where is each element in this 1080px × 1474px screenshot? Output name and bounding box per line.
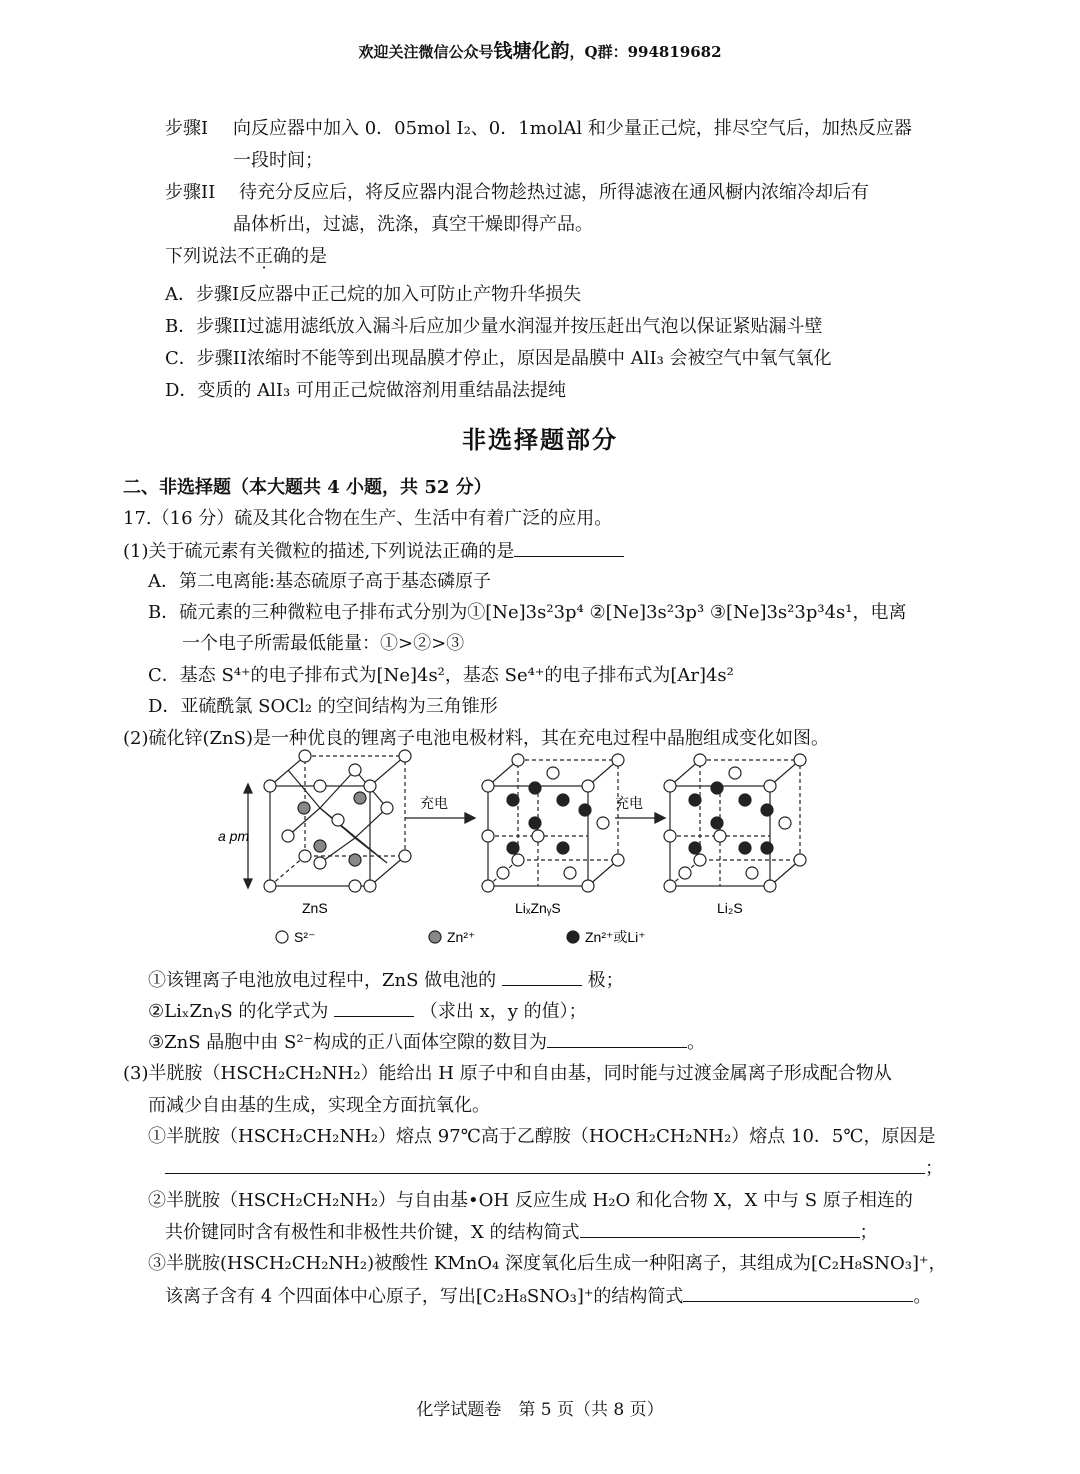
q17-2-3 (148, 1029, 705, 1056)
part2-title: 二、非选择题（本大题共 4 小题，共 52 分） (123, 477, 492, 498)
answer-blank-1[interactable] (514, 538, 624, 557)
q17-3-2-end: ； (859, 1222, 878, 1243)
q17-2-2 (148, 998, 587, 1025)
q17-1-b-line1: B．硫元素的三种微粒电子排布式分别为①[Ne]3s²3p⁴ ②[Ne]3s²3p³ ③[Ne]3s²3p³4s¹，电离 (148, 602, 907, 623)
q17-part1 (123, 538, 624, 565)
caption-zns: ZnS (302, 900, 328, 916)
question-pre: 下列说法 (165, 246, 237, 267)
page-header (0, 36, 1080, 63)
answer-blank-4[interactable] (547, 1029, 687, 1048)
header-brand: 钱塘化韵 (493, 40, 570, 62)
q17-3-3-text: 该离子含有 4 个四面体中心原子，写出[C₂H₈SNO₃]⁺的结构简式 (165, 1286, 684, 1307)
answer-blank-6[interactable] (580, 1219, 860, 1238)
q17-2-1 (148, 967, 624, 994)
q17-part2: (2)硫化锌(ZnS)是一种优良的锂离子电池电极材料，其在充电过程中晶胞组成变化如图。 (123, 728, 829, 749)
step1-text-b: 一段时间； (233, 150, 323, 171)
legend-znli-marker (567, 931, 579, 943)
q17-2-3-end: 。 (687, 1032, 706, 1053)
q17-3-2-text: 共价键同时含有极性和非极性共价键，X 的结构简式 (165, 1222, 580, 1243)
dimension-label: a pm (218, 828, 250, 844)
zns-atoms (264, 750, 411, 892)
answer-blank-3[interactable] (334, 998, 414, 1017)
arrow-1 (405, 813, 475, 823)
option-b: B．步骤II过滤用滤纸放入漏斗后应加少量水润湿并按压赶出气泡以保证紧贴漏斗壁 (165, 316, 823, 337)
lixznys-atoms (482, 754, 624, 892)
q17-part1-text: (1)关于硫元素有关微粒的描述,下列说法正确的是 (123, 541, 515, 562)
q17-3-1: ①半胱胺（HSCH₂CH₂NH₂）熔点 97℃高于乙醇胺（HOCH₂CH₂NH₂）熔点 10．5℃，原因是 (148, 1126, 936, 1147)
step1-label: 步骤I (165, 118, 209, 139)
q17-2-2-end: （求出 x，y 的值）； (419, 1001, 587, 1022)
option-d: D．变质的 AlI₃ 可用正己烷做溶剂用重结晶法提纯 (165, 380, 566, 401)
step2-text-a: 待充分反应后，将反应器内混合物趁热过滤，所得滤液在通风橱内浓缩冷却后有 (239, 182, 869, 203)
q17-3-3-line2 (165, 1283, 931, 1310)
option-c: C．步骤II浓缩时不能等到出现晶膜才停止，原因是晶膜中 AlI₃ 会被空气中氧气氧化 (165, 348, 832, 369)
q17-1-b-line2: 一个电子所需最低能量：①>②>③ (182, 633, 465, 654)
page-footer: 化学试题卷 第 5 页（共 8 页） (416, 1400, 664, 1420)
legend-s-marker (276, 931, 288, 943)
caption-li2s: Li₂S (717, 900, 743, 916)
q17-2-3-text: ③ZnS 晶胞中由 S²⁻构成的正八面体空隙的数目为 (148, 1032, 548, 1053)
q17-2-2-text: ②LiₓZnᵧS 的化学式为 (148, 1001, 329, 1022)
q17-1-a: A．第二电离能:基态硫原子高于基态磷原子 (148, 571, 492, 592)
crystal-cell-figure (218, 748, 810, 953)
q17-3-2-line1: ②半胱胺（HSCH₂CH₂NH₂）与自由基•OH 反应生成 H₂O 和化合物 X，X 中与 S 原子相连的 (148, 1190, 913, 1211)
q17-3-line2: 而减少自由基的生成，实现全方面抗氧化。 (148, 1095, 490, 1116)
question-post: 的是 (291, 246, 327, 267)
legend-zn-label: Zn²⁺ (447, 929, 476, 945)
q17-3-line1: (3)半胱胺（HSCH₂CH₂NH₂）能给出 H 原子中和自由基，同时能与过渡金属离子形成配合物从 (123, 1063, 892, 1084)
question-emphasis: 不正确 (237, 246, 291, 267)
legend-s-label: S²⁻ (294, 929, 316, 945)
arrow-1-label: 充电 (420, 795, 448, 811)
li2s-atoms (664, 754, 806, 892)
arrow-2 (615, 813, 665, 823)
question-stem (165, 244, 327, 270)
q17-3-3-end: 。 (913, 1286, 932, 1307)
answer-blank-2[interactable] (502, 967, 582, 986)
q17-3-1-end: ； (925, 1158, 943, 1179)
q17-intro: 17.（16 分）硫及其化合物在生产、生活中有着广泛的应用。 (123, 508, 613, 529)
arrow-2-label: 充电 (615, 795, 643, 811)
legend-znli-label: Zn²⁺或Li⁺ (585, 929, 646, 945)
legend-zn-marker (429, 931, 441, 943)
q17-3-3-line1: ③半胱胺(HSCH₂CH₂NH₂)被酸性 KMnO₄ 深度氧化后生成一种阳离子，其组成为[C₂H₈SNO₃]⁺， (148, 1253, 947, 1274)
caption-lixznys: LiₓZnᵧS (515, 900, 561, 916)
header-prefix: 欢迎关注微信公众号 (358, 43, 494, 61)
q17-3-2-line2 (165, 1219, 878, 1246)
q17-2-1-end: 极； (587, 970, 624, 991)
q17-3-1-answer (165, 1155, 943, 1182)
header-suffix: ，Q群：994819682 (569, 43, 722, 61)
section-title: 非选择题部分 (462, 426, 618, 454)
step1-text-a: 向反应器中加入 0．05mol I₂、0．1molAl 和少量正己烷，排尽空气后，加热反应器 (233, 118, 912, 139)
q17-2-1-text: ①该锂离子电池放电过程中，ZnS 做电池的 (148, 970, 497, 991)
answer-blank-7[interactable] (683, 1283, 913, 1302)
step2-label: 步骤II (165, 182, 216, 203)
q17-1-c: C．基态 S⁴⁺的电子排布式为[Ne]4s²，基态 Se⁴⁺的电子排布式为[Ar]4s² (148, 665, 734, 686)
q17-1-d: D．亚硫酰氯 SOCl₂ 的空间结构为三角锥形 (148, 696, 498, 717)
answer-blank-5[interactable] (165, 1155, 925, 1174)
option-a: A．步骤I反应器中正己烷的加入可防止产物升华损失 (165, 284, 582, 305)
step2-text-b: 晶体析出，过滤，洗涤，真空干燥即得产品。 (233, 214, 593, 235)
